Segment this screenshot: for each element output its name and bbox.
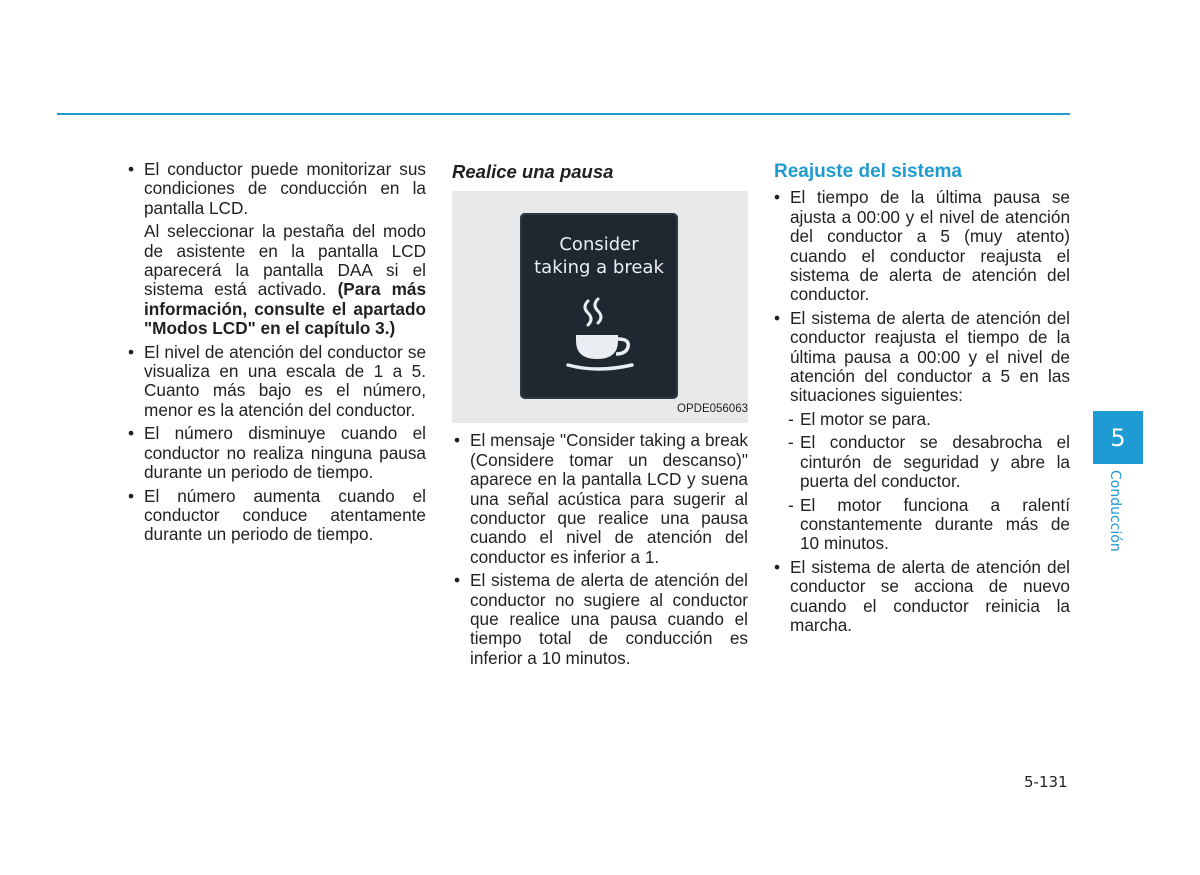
header-rule	[57, 113, 1070, 115]
figure-lcd	[452, 191, 748, 423]
lcd-message	[520, 233, 678, 279]
paragraph	[126, 222, 426, 338]
bullet-item: • El sistema de alerta de atención del conductor se acciona de nuevo cuando el conductor reinicia la marcha.	[772, 558, 1070, 636]
figure-code: OPDE056063	[677, 403, 748, 415]
bullet-item: • El conductor puede monitorizar sus condiciones de conducción en la pantalla LCD.	[126, 160, 426, 218]
bullet-item: • El mensaje "Consider taking a break (Considere tomar un descanso)" aparece en la pantalla LCD y suena una señal acústica para sugerir al conductor que realice una pausa cuando el nivel de atención del conductor es inferior a 1.	[452, 431, 748, 567]
section-heading: Reajuste del sistema	[774, 161, 962, 182]
dash-item: - El motor funciona a ralentí constantemente durante más de 10 minutos.	[772, 496, 1070, 554]
paragraph-reference: (Para más información, consulte el apartado "Modos LCD" en el capítulo 3.)	[144, 279, 426, 339]
column-1	[126, 160, 426, 549]
page-number: 5-131	[1024, 773, 1068, 791]
chapter-tab: 5	[1093, 411, 1143, 464]
dash-item: - El motor se para.	[772, 410, 1070, 429]
lcd-message-line-2: taking a break	[534, 257, 664, 279]
bullet-item: • El número aumenta cuando el conductor conduce atentamente durante un periodo de tiempo.	[126, 487, 426, 545]
paragraph-text: Al seleccionar la pestaña del modo de asistente en la pantalla LCD aparecerá la pantalla DAA si el sistema está activado.	[144, 221, 426, 300]
dash-item: - El conductor se desabrocha el cinturón de seguridad y abre la puerta del conductor.	[772, 433, 1070, 491]
bullet-item: • El nivel de atención del conductor se visualiza en una escala de 1 a 5. Cuanto más bajo es el número, menor es la atención del conductor.	[126, 343, 426, 421]
coffee-cup-icon	[564, 295, 636, 373]
bullet-item: • El sistema de alerta de atención del conductor reajusta el tiempo de la última pausa a 00:00 y el nivel de atención del conductor a 5 en las situaciones siguientes:	[772, 309, 1070, 406]
column-2	[452, 160, 748, 672]
section-heading: Realice una pausa	[452, 161, 614, 182]
bullet-item: • El número disminuye cuando el conductor no realiza ninguna pausa durante un periodo de tiempo.	[126, 424, 426, 482]
bullet-item: • El sistema de alerta de atención del conductor no sugiere al conductor que realice una pausa cuando el tiempo total de conducción es inferior a 10 minutos.	[452, 571, 748, 668]
column-3	[772, 160, 1070, 639]
lcd-message-line-1: Consider	[559, 234, 639, 256]
lcd-screen	[520, 213, 678, 399]
bullet-item: • El tiempo de la última pausa se ajusta a 00:00 y el nivel de atención del conductor a 5 (muy atento) cuando el conductor reajusta el sistema de alerta de atención del conductor.	[772, 188, 1070, 304]
chapter-label: Conducción	[1107, 470, 1123, 552]
